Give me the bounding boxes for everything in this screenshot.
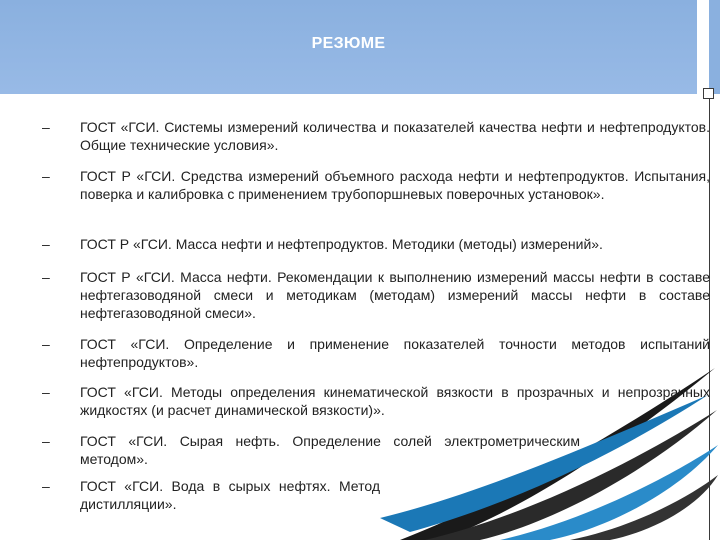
side-bar-top bbox=[709, 0, 720, 94]
list-dash: – bbox=[42, 168, 50, 184]
list-item-text: ГОСТ «ГСИ. Сырая нефть. Определение солей электрометрическим методом». bbox=[80, 433, 580, 467]
list-item-text: ГОСТ «ГСИ. Методы определения кинематической вязкости в прозрачных и непрозрачных жидкостях (и расчет динамической вязкости)». bbox=[80, 384, 710, 418]
title-bar bbox=[0, 0, 697, 94]
list-dash: – bbox=[42, 269, 50, 285]
side-bar-square bbox=[703, 88, 714, 99]
list-dash: – bbox=[42, 384, 50, 400]
list-dash: – bbox=[42, 236, 50, 252]
page-title: РЕЗЮМЕ bbox=[311, 35, 386, 52]
list-item-text: ГОСТ Р «ГСИ. Масса нефти и нефтепродуктов. Методики (методы) измерений». bbox=[80, 236, 603, 252]
list-dash: – bbox=[42, 119, 50, 135]
list-item-text: ГОСТ Р «ГСИ. Масса нефти. Рекомендации к выполнению измерений массы нефти в составе нефтегазоводяной смеси и методикам (методам) измерений массы нефти в составе нефтегазоводяной смеси». bbox=[80, 269, 710, 321]
list-dash: – bbox=[42, 336, 50, 352]
list-item-text: ГОСТ «ГСИ. Системы измерений количества и показателей качества нефти и нефтепродуктов. Общие технические условия». bbox=[80, 119, 710, 153]
list-item-text: ГОСТ «ГСИ. Вода в сырых нефтях. Метод дистилляции». bbox=[80, 478, 380, 512]
list-dash: – bbox=[42, 433, 50, 449]
list-dash: – bbox=[42, 478, 50, 494]
list-item-text: ГОСТ «ГСИ. Определение и применение показателей точности методов испытаний нефтепродуктов». bbox=[80, 336, 710, 370]
list-item-text: ГОСТ Р «ГСИ. Средства измерений объемного расхода нефти и нефтепродуктов. Испытания, поверка и калибровка с применением трубопоршневых поверочных установок». bbox=[80, 168, 710, 202]
